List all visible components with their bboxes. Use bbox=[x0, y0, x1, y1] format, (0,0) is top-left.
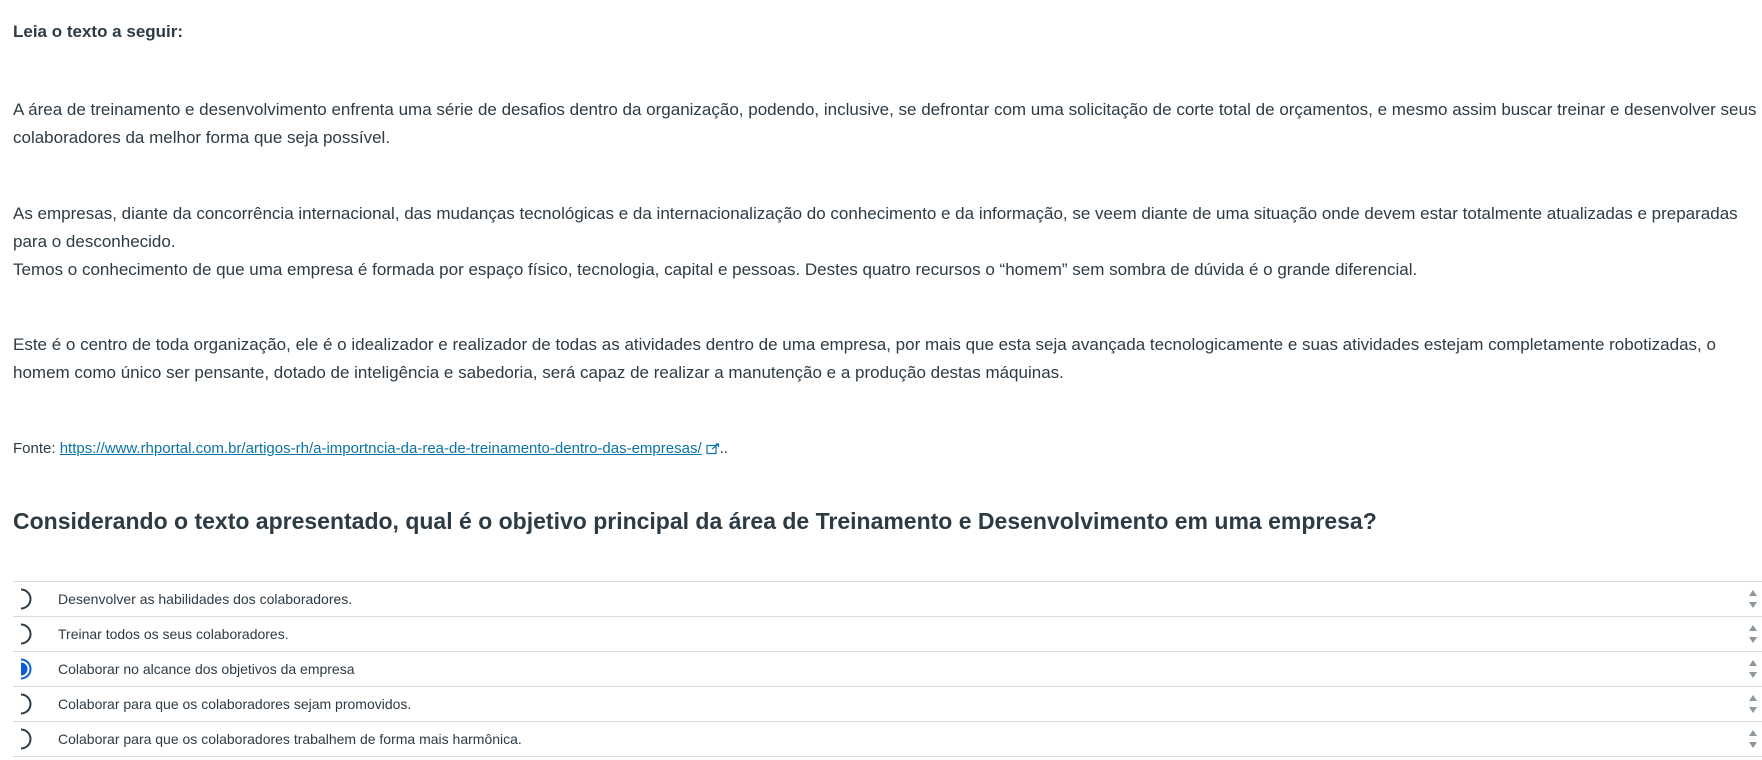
sort-arrows-icon[interactable] bbox=[1748, 587, 1758, 611]
paragraph-2-group bbox=[13, 200, 1758, 284]
paragraph-2: As empresas, diante da concorrência internacional, das mudanças tecnológicas e da internacionalização do conhecimento e da informação, se veem diante de uma situação onde devem estar totalmente atualizadas e preparadas para o desconhecido. bbox=[13, 204, 1738, 251]
question-text: Considerando o texto apresentado, qual é o objetivo principal da área de Treinamento e Desenvolvimento em uma empresa? bbox=[13, 508, 1377, 534]
radio-unselected-icon[interactable] bbox=[15, 692, 39, 716]
sort-arrows-icon[interactable] bbox=[1748, 692, 1758, 716]
sort-arrows-icon[interactable] bbox=[1748, 727, 1758, 751]
radio-selected-icon[interactable] bbox=[15, 657, 39, 681]
paragraph-4: Este é o centro de toda organização, ele é o idealizador e realizador de todas as atividades dentro de uma empresa, por mais que esta seja avançada tecnologicamente e suas atividades estejam completamente robotizadas, o homem como único ser pensante, dotado de inteligência e sabedoria, será capaz de realizar a manutenção e a produção destas máquinas. bbox=[13, 335, 1716, 382]
intro-label: Leia o texto a seguir: bbox=[13, 22, 184, 41]
answer-option[interactable] bbox=[13, 582, 1762, 617]
external-link-icon[interactable] bbox=[706, 440, 720, 462]
source-citation bbox=[13, 438, 728, 462]
answer-label: Colaborar para que os colaboradores sejam promovidos. bbox=[58, 696, 412, 712]
answer-option[interactable] bbox=[13, 617, 1762, 652]
answer-option[interactable] bbox=[13, 722, 1762, 757]
answer-label: Desenvolver as habilidades dos colaboradores. bbox=[58, 591, 353, 607]
source-link[interactable]: https://www.rhportal.com.br/artigos-rh/a-importncia-da-rea-de-treinamento-dentro-das-empresas/ bbox=[59, 440, 702, 457]
source-suffix: .. bbox=[719, 440, 728, 457]
answer-label: Colaborar no alcance dos objetivos da empresa bbox=[58, 661, 355, 677]
radio-unselected-icon[interactable] bbox=[15, 587, 39, 611]
answer-option[interactable] bbox=[13, 687, 1762, 722]
paragraph-3: Temos o conhecimento de que uma empresa é formada por espaço físico, tecnologia, capital e pessoas. Destes quatro recursos o “homem” sem sombra de dúvida é o grande diferencial. bbox=[13, 260, 1418, 279]
radio-unselected-icon[interactable] bbox=[15, 622, 39, 646]
paragraph-1: A área de treinamento e desenvolvimento enfrenta uma série de desafios dentro da organização, podendo, inclusive, se defrontar com uma solicitação de corte total de orçamentos, e mesmo assim buscar treinar e desenvolver seus colaboradores da melhor forma que seja possível. bbox=[13, 100, 1757, 147]
source-prefix: Fonte: bbox=[13, 440, 60, 457]
answer-label: Treinar todos os seus colaboradores. bbox=[58, 626, 289, 642]
answer-label: Colaborar para que os colaboradores trabalhem de forma mais harmônica. bbox=[58, 731, 522, 747]
answer-option-selected[interactable] bbox=[13, 652, 1762, 687]
radio-unselected-icon[interactable] bbox=[15, 727, 39, 751]
sort-arrows-icon[interactable] bbox=[1748, 657, 1758, 681]
sort-arrows-icon[interactable] bbox=[1748, 622, 1758, 646]
answer-list bbox=[13, 581, 1762, 757]
